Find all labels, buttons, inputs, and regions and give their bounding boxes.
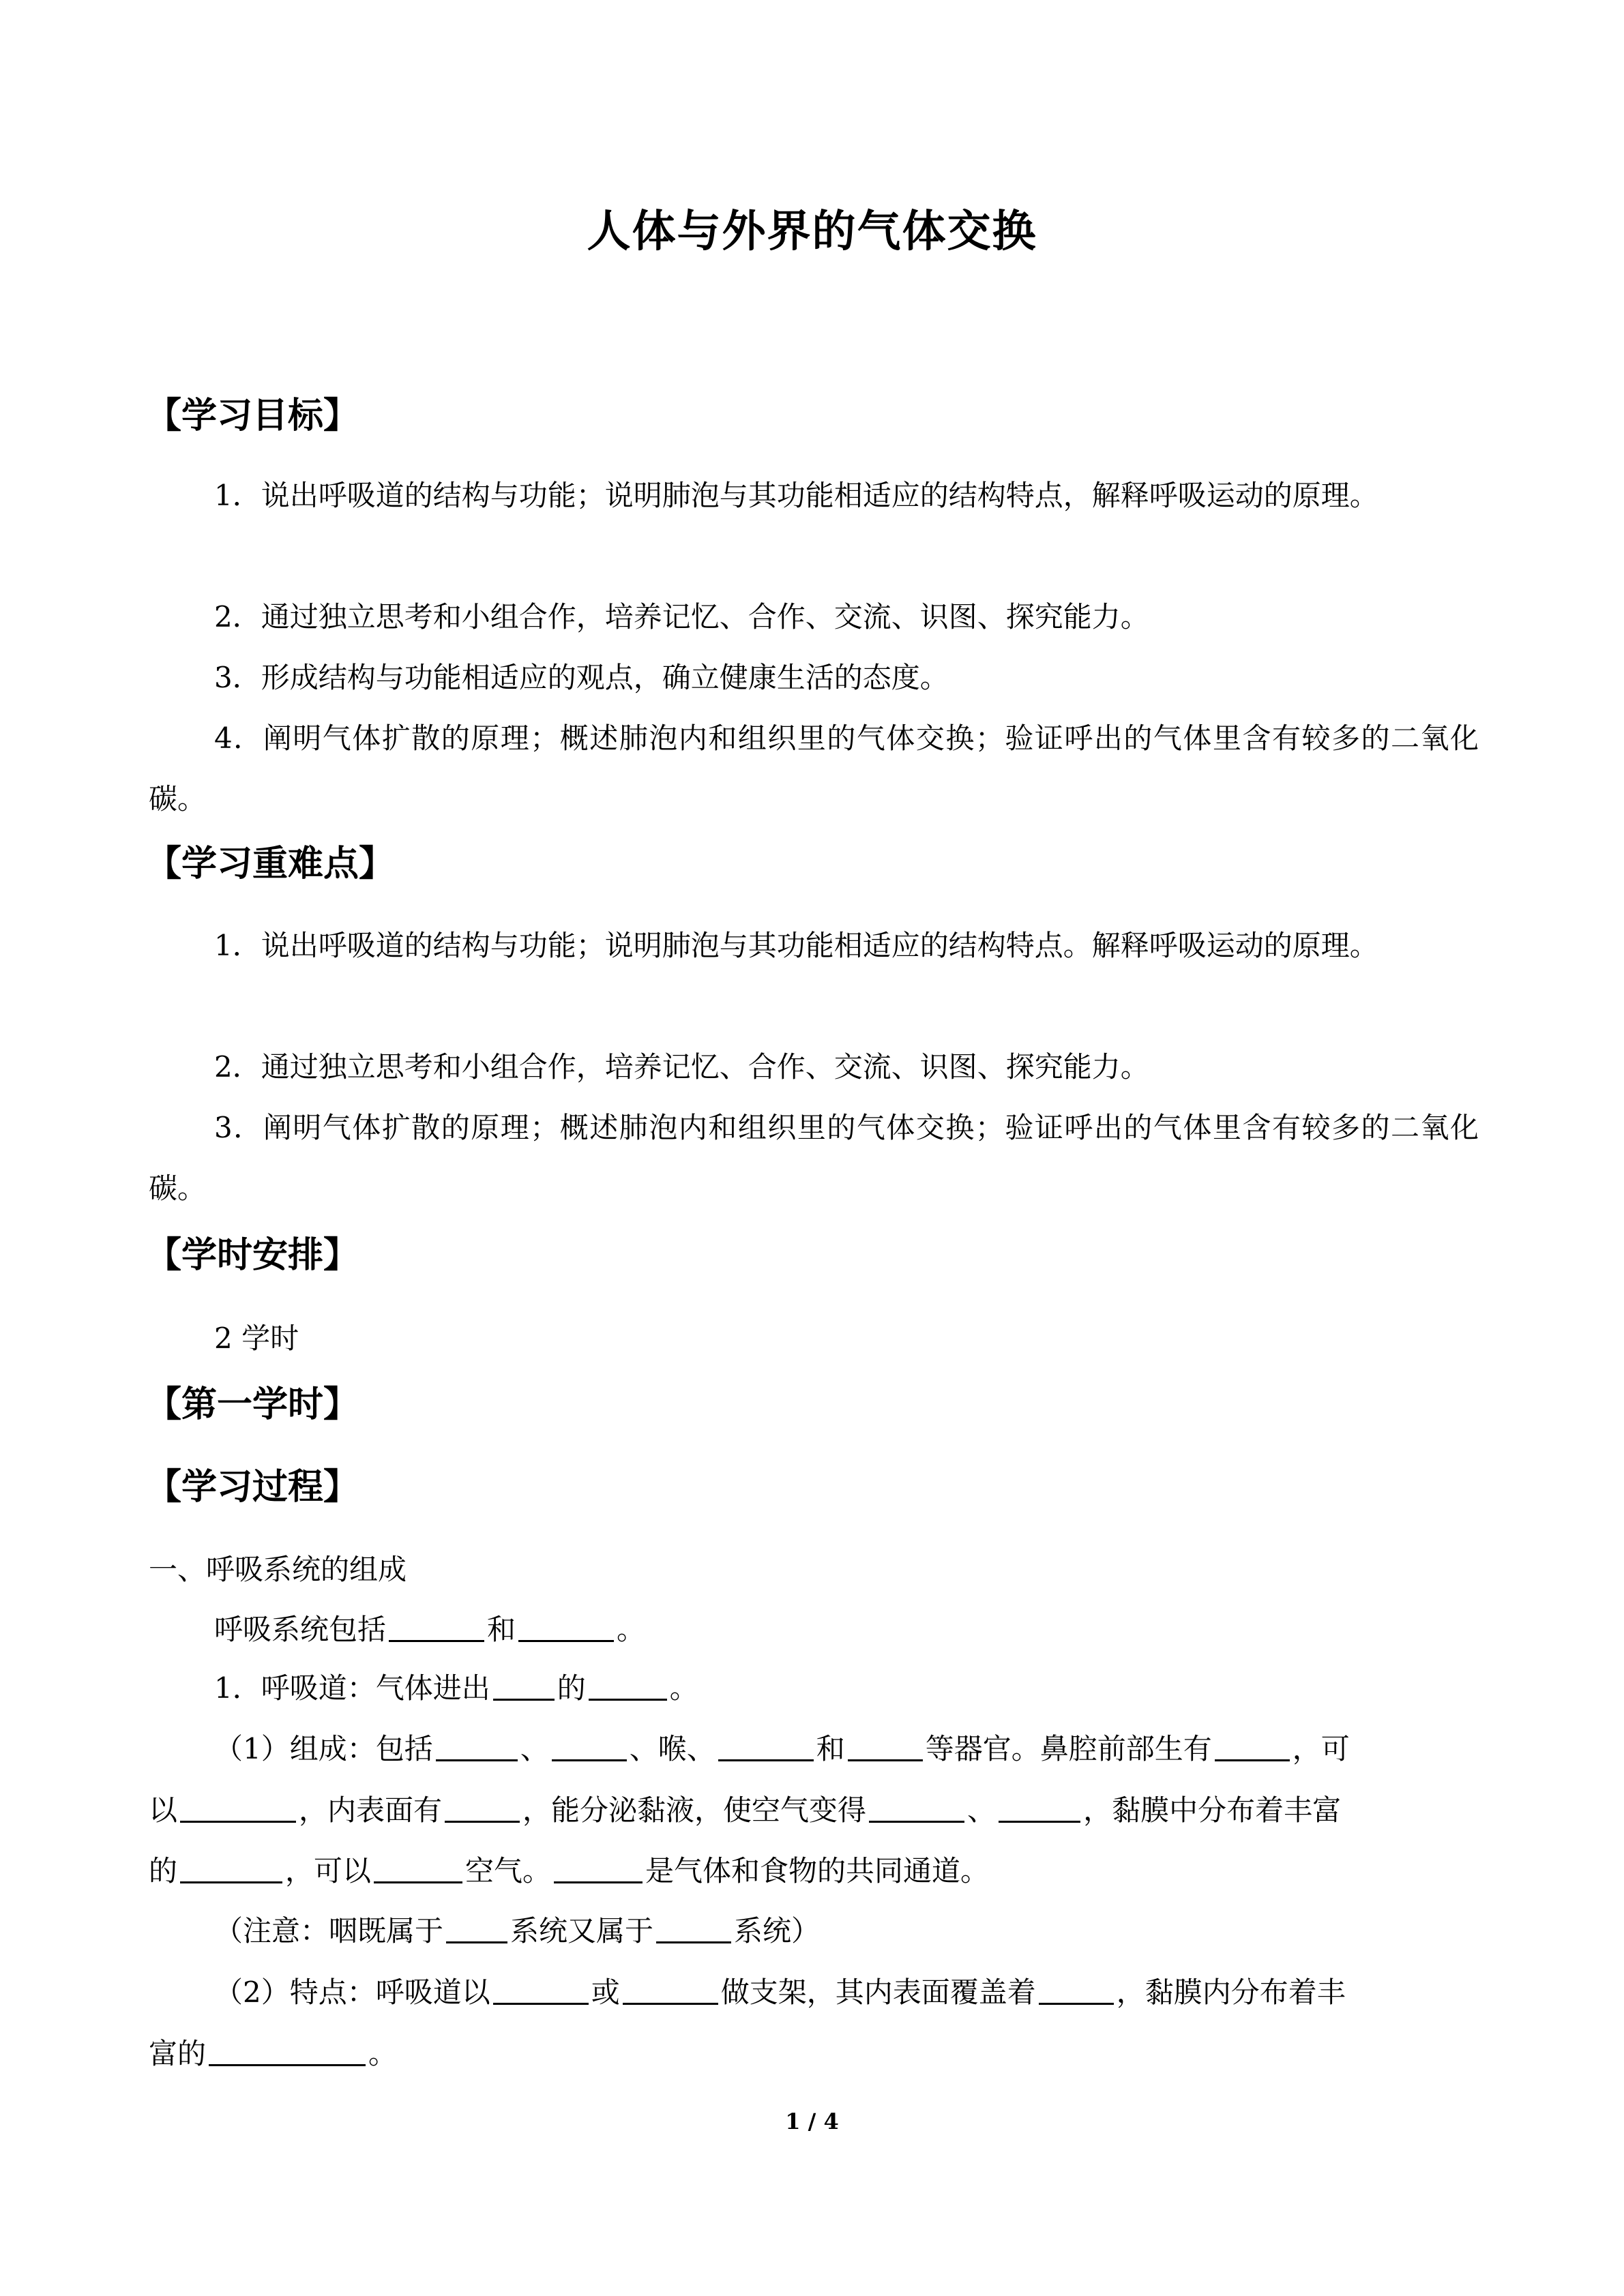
- heading-objectives: 【学习目标】: [146, 396, 359, 436]
- key-point-item-1: 1．说出呼吸道的结构与功能；说明肺泡与其功能相适应的结构特点。解释呼吸运动的原理。: [214, 929, 1378, 962]
- text-segment: 等器官。鼻腔前部生有: [925, 1732, 1212, 1765]
- fill-line-3: [214, 1729, 1350, 1770]
- text-segment: 、: [520, 1732, 549, 1765]
- blank-field[interactable]: [374, 1854, 462, 1883]
- objective-item-4: 4．阐明气体扩散的原理；概述肺泡内和组织里的气体交换；验证呼出的气体里含有较多的二氧化碳。: [149, 721, 1479, 816]
- blank-field[interactable]: [623, 1976, 718, 2005]
- blank-field[interactable]: [209, 2037, 366, 2066]
- blank-field[interactable]: [445, 1793, 520, 1823]
- fill-line-6: [214, 1911, 820, 1952]
- text-segment: ，可以: [285, 1854, 372, 1888]
- text-segment: 是气体和食物的共同通道。: [645, 1854, 990, 1888]
- heading-key-points: 【学习重难点】: [146, 844, 395, 884]
- fill-line-1: [214, 1609, 645, 1650]
- text-segment: ，黏膜内分布着丰: [1116, 1976, 1346, 2009]
- text-segment: 、喉、: [629, 1732, 715, 1765]
- blank-field[interactable]: [518, 1613, 614, 1642]
- objective-item-2: 2．通过独立思考和小组合作，培养记忆、合作、交流、识图、探究能力。: [214, 600, 1149, 633]
- blank-field[interactable]: [1039, 1976, 1114, 2005]
- fill-line-7: [214, 1972, 1346, 2013]
- text-segment: 做支架，其内表面覆盖着: [720, 1976, 1036, 2009]
- blank-field[interactable]: [493, 1671, 555, 1701]
- fill-line-8: [149, 2033, 397, 2074]
- text-segment: 。: [669, 1671, 698, 1705]
- text-segment: 富的: [149, 2037, 207, 2070]
- text-segment: 、: [967, 1793, 996, 1827]
- text-segment: 或: [591, 1976, 620, 2009]
- text-segment: 系统）: [734, 1914, 821, 1948]
- text-segment: 空气。: [465, 1854, 552, 1888]
- text-segment: ，黏膜中分布着丰富: [1083, 1793, 1342, 1827]
- blank-field[interactable]: [436, 1732, 518, 1761]
- fill-line-2: [214, 1668, 698, 1709]
- fill-line-5: [149, 1851, 989, 1892]
- blank-field[interactable]: [446, 1914, 507, 1943]
- process-subheading: 一、呼吸系统的组成: [149, 1553, 407, 1586]
- fill-line-4: [149, 1790, 1341, 1831]
- key-point-item-3: 3．阐明气体扩散的原理；概述肺泡内和组织里的气体交换；验证呼出的气体里含有较多的二氧化碳。: [149, 1111, 1479, 1205]
- blank-field[interactable]: [718, 1732, 814, 1761]
- heading-schedule: 【学时安排】: [146, 1235, 359, 1276]
- text-segment: 1．呼吸道：气体进出: [214, 1671, 490, 1705]
- text-segment: 系统又属于: [510, 1914, 654, 1948]
- blank-field[interactable]: [552, 1732, 627, 1761]
- text-segment: 。: [368, 2037, 398, 2070]
- text-segment: 呼吸系统包括: [214, 1613, 387, 1646]
- text-segment: 和: [487, 1613, 516, 1646]
- blank-field[interactable]: [589, 1671, 667, 1701]
- page-title: 人体与外界的气体交换: [587, 207, 1037, 257]
- objective-item-3: 3．形成结构与功能相适应的观点，确立健康生活的态度。: [214, 661, 949, 694]
- blank-field[interactable]: [999, 1793, 1080, 1823]
- heading-process: 【学习过程】: [146, 1467, 359, 1508]
- text-segment: 的: [149, 1854, 178, 1888]
- heading-first-period: 【第一学时】: [146, 1384, 359, 1425]
- blank-field[interactable]: [493, 1976, 589, 2005]
- blank-field[interactable]: [389, 1613, 484, 1642]
- text-segment: 和: [816, 1732, 845, 1765]
- text-segment: （1）组成：包括: [214, 1732, 433, 1765]
- objective-item-1: 1．说出呼吸道的结构与功能；说明肺泡与其功能相适应的结构特点，解释呼吸运动的原理。: [214, 479, 1378, 512]
- blank-field[interactable]: [1215, 1732, 1290, 1761]
- text-segment: 的: [557, 1671, 586, 1705]
- blank-field[interactable]: [554, 1854, 643, 1883]
- blank-field[interactable]: [180, 1793, 296, 1823]
- text-segment: （注意：咽既属于: [214, 1914, 444, 1948]
- text-segment: 以: [149, 1793, 178, 1827]
- blank-field[interactable]: [869, 1793, 964, 1823]
- key-point-item-2: 2．通过独立思考和小组合作，培养记忆、合作、交流、识图、探究能力。: [214, 1050, 1149, 1084]
- text-segment: ，内表面有: [299, 1793, 443, 1827]
- page-number: 1 / 4: [785, 2108, 839, 2134]
- blank-field[interactable]: [656, 1914, 731, 1943]
- text-segment: ，可: [1292, 1732, 1350, 1765]
- text-segment: 。: [617, 1613, 646, 1646]
- text-segment: ，能分泌黏液，使空气变得: [522, 1793, 867, 1827]
- blank-field[interactable]: [180, 1854, 282, 1883]
- blank-field[interactable]: [848, 1732, 923, 1761]
- schedule-text: 2 学时: [214, 1322, 299, 1355]
- text-segment: （2）特点：呼吸道以: [214, 1976, 490, 2009]
